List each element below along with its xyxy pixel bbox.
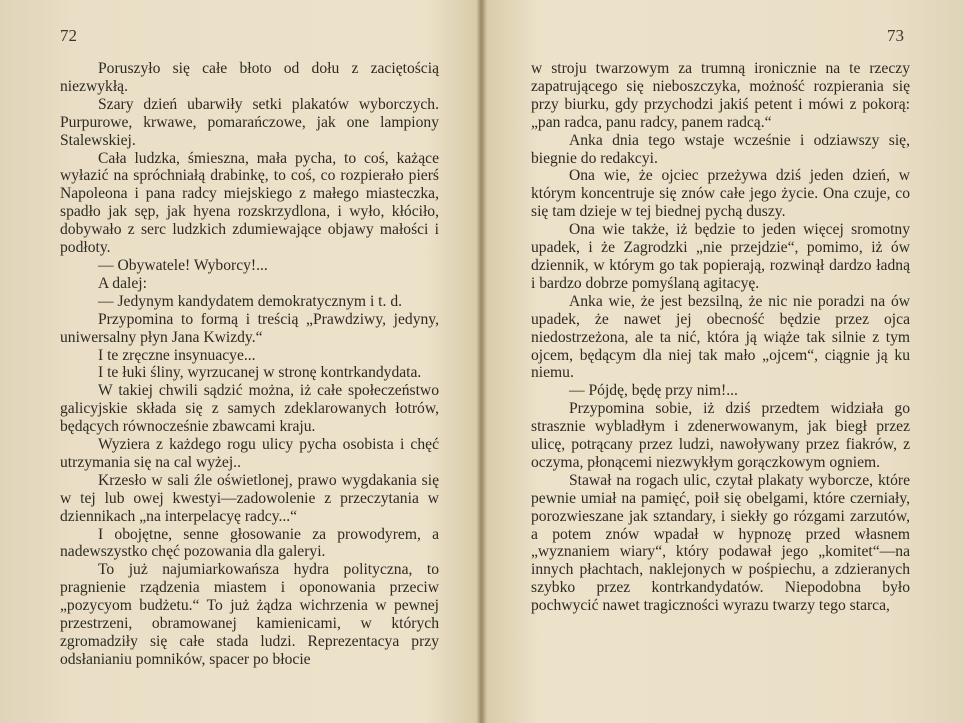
right-page-number: 73 bbox=[887, 26, 904, 45]
paragraph: Stawał na rogach ulic, czytał plakaty wyborcze, które pewnie umiał na pamięć, poił się obelgami, które czerniały, porozwieszane jak sztandary, i siekły go rózgami zarzutów, a potem znów wpadał w hypnozę przed własnem „wyznaniem wiary“, który podawał jego „komitet“—na innych płachtach, naklejonych w pośpiechu, a zdzieranych szybko przez kontrkandydatów. Niepodobna było pochwycić nawet tragiczności wyrazu twarzy tego starca, bbox=[531, 471, 910, 615]
paragraph: I te zręczne insynuacye... bbox=[98, 346, 256, 364]
left-page-number: 72 bbox=[60, 26, 77, 45]
paragraph: Przypomina sobie, iż dziś przedtem widziała go strasznie wybladłym i zdenerwowanym, jak biegł przez ulicę, potrącany przez ludzi, nawoływany przez fiakrów, z oczyma, płonącemi niezwykłym gorączkowym ogniem. bbox=[531, 400, 910, 471]
paragraph: Ona wie także, iż będzie to jeden więcej sromotny upadek, i że Zagrodzki „nie przejdzie“, pomimo, iż ów dziennik, w którym go tak popierają, rozwinął dardzo ładną i bardzo dobrze pomyślaną agitacyę. bbox=[531, 221, 910, 292]
paragraph: To już najumiarkowańsza hydra polityczna, to pragnienie rządzenia miastem i oponowania przeciw „pozycyom budżetu.“ To już żądza wichrzenia w pewnej przestrzeni, obramowanej kamienicami, w których zgromadziły się całe stada ludzi. Reprezentacya przy odsłanianiu pomników, spacer po błocie bbox=[60, 561, 439, 668]
paragraph: Szary dzień ubarwiły setki plakatów wyborczych. Purpurowe, krwawe, pomarańczowe, jak one lampiony Stalewskiej. bbox=[60, 95, 439, 149]
paragraph: I obojętne, senne głosowanie za prowodyrem, a nadewszystko chęć pozowania dla galeryi. bbox=[60, 525, 439, 561]
paragraph: Wyziera z każdego rogu ulicy pycha osobista i chęć utrzymania się na cal wyżej.. bbox=[60, 436, 439, 471]
paragraph: — Pójdę, będę przy nim!... bbox=[569, 382, 738, 400]
paragraph: Krzesło w sali źle oświetlonej, prawo wygdakania się w tej lub owej kwestyi—zadowolenie z przeczytania w dziennikach „na interpelacyę radcy...“ bbox=[60, 471, 439, 525]
paragraph: I te łuki śliny, wyrzucanej w stronę kontrkandydata. bbox=[98, 364, 422, 382]
paragraph: Anka wie, że jest bezsilną, że nic nie poradzi na ów upadek, że nawet jej obecność będzie przez ojca niedostrzeżona, ale ta nić, która ją wiąże tak silnie z tym ojcem, będącym dla niej tak mało „ojcem“, ciągnie ją ku niemu. bbox=[531, 292, 910, 382]
paragraph: A dalej: bbox=[98, 274, 147, 292]
paragraph: Poruszyło się całe błoto od dołu z zaciętością niezwykłą. bbox=[60, 60, 439, 95]
paragraph: — Obywatele! Wyborcy!... bbox=[98, 256, 268, 274]
paragraph: Ona wie, że ojciec przeżywa dziś jeden dzień, w którym koncentruje się znów całe jego życie. Ona czuje, co się tam dzieje w tej biednej pychą duszy. bbox=[531, 167, 910, 221]
left-page bbox=[0, 0, 480, 723]
paragraph: — Jedynym kandydatem demokratycznym i t. d. bbox=[98, 292, 403, 310]
left-page-text bbox=[60, 60, 439, 669]
right-page bbox=[484, 0, 964, 723]
paragraph: Cała ludzka, śmieszna, mała pycha, to coś, każące wyłazić na spróchniałą drabinkę, to coś, co rozpierało pierś Napoleona i pana radcy miejskiego z małego miasteczka, spadło jak sęp, jak hyena rozskrzydlona, i wyło, kłóciło, dobywało z serc ludzkich zdumiewające objawy małości i podłoty. bbox=[60, 149, 439, 257]
paragraph: W takiej chwili sądzić można, iż całe społeczeństwo galicyjskie składa się z samych zdeklarowanych łotrów, będących równocześnie zbawcami kraju. bbox=[60, 382, 439, 436]
paragraph: w stroju twarzowym za trumną ironicznie na te rzeczy zapatrującego się nieboszczyka, możność rozpierania się przy biurku, gdy przychodzi jakiś petent i mówi z pokorą: „pan radca, panu radcy, panem radcą.“ bbox=[531, 60, 910, 131]
paragraph: Anka dnia tego wstaje wcześnie i odziawszy się, biegnie do redakcyi. bbox=[531, 131, 910, 167]
paragraph: Przypomina to formą i treścią „Prawdziwy, jedyny, uniwersalny płyn Jana Kwizdy.“ bbox=[60, 310, 439, 346]
right-page-text bbox=[531, 60, 910, 615]
